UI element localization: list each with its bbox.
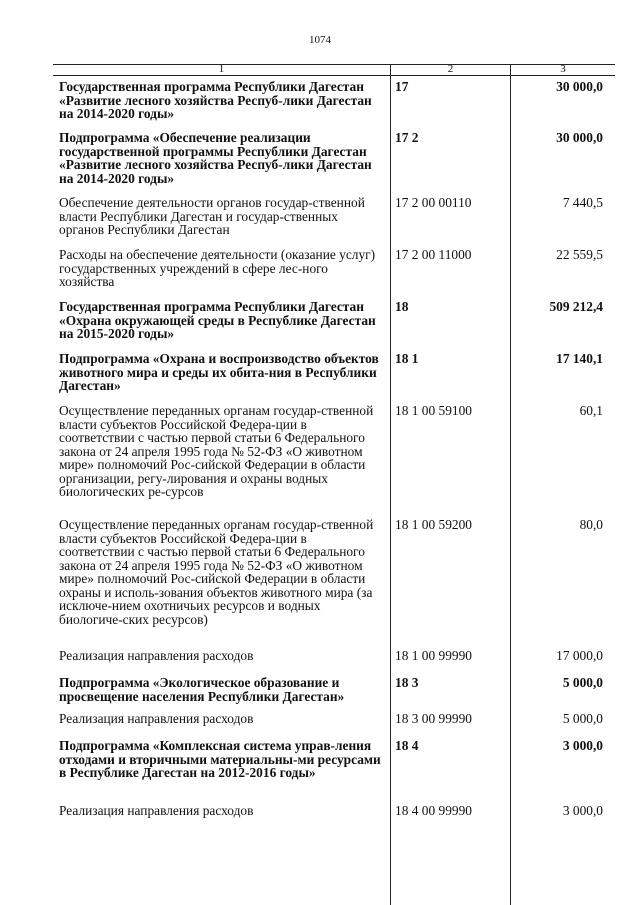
row-name: Осуществление переданных органам государ-ственной власти субъектов Российской Федера-ции в соответствии с частью первой статьи 6 Федерального закона от 24 апреля 1995 года № 52-ФЗ «О животном мире» полномочий Рос-сийской Федерации в области охраны и исполь-зования объектов животного мира (за исключе-нием охотничьих ресурсов и водных биологиче-ских ресурсов) [59, 517, 374, 627]
row-code: 18 1 00 99990 [395, 648, 472, 663]
row-name: Реализация направления расходов [59, 803, 254, 818]
row-name: Государственная программа Республики Дагестан «Развитие лесного хозяйства Респуб-лики Дагестан на 2014-2020 годы» [59, 79, 372, 121]
row-code: 18 3 00 99990 [395, 711, 472, 726]
row-amount: 30 000,0 [556, 130, 603, 145]
row-code: 18 [395, 299, 409, 314]
page-number: 1074 [309, 34, 331, 46]
row-code: 18 4 00 99990 [395, 803, 472, 818]
row-name: Подпрограмма «Охрана и воспроизводство объектов животного мира и среды их обита-ния в Республики Дагестан» [59, 351, 379, 393]
row-amount: 3 000,0 [562, 803, 603, 818]
row-code: 18 1 [395, 351, 419, 366]
column-header-3: 3 [560, 63, 566, 75]
column-divider-2 [510, 64, 511, 905]
row-amount: 17 140,1 [556, 351, 603, 366]
row-code: 17 2 00 00110 [395, 195, 472, 210]
column-header-1: 1 [218, 63, 225, 75]
row-code: 17 2 [395, 130, 419, 145]
row-name: Подпрограмма «Экологическое образование и просвещение населения Республики Дагестан» [59, 675, 345, 704]
row-amount: 22 559,5 [556, 247, 603, 262]
row-code: 18 3 [395, 675, 419, 690]
row-amount: 60,1 [579, 403, 603, 418]
row-name: Подпрограмма «Комплексная система управ-ления отходами и вторичными материальны-ми ресурсами в Республике Дагестан на 2012-2016 годы» [59, 738, 381, 780]
row-amount: 7 440,5 [562, 195, 603, 210]
row-code: 18 4 [395, 738, 419, 753]
row-name: Реализация направления расходов [59, 648, 254, 663]
row-code: 18 1 00 59100 [395, 403, 472, 418]
row-amount: 3 000,0 [562, 738, 603, 753]
row-amount: 17 000,0 [556, 648, 603, 663]
row-amount: 80,0 [579, 517, 603, 532]
row-name: Государственная программа Республики Дагестан «Охрана окружающей среды в Республике Дагестан на 2015-2020 годы» [59, 299, 376, 341]
row-code: 17 [395, 79, 409, 94]
row-code: 18 1 00 59200 [395, 517, 472, 532]
column-divider-1 [390, 64, 391, 905]
row-code: 17 2 00 11000 [395, 247, 472, 262]
row-amount: 509 212,4 [549, 299, 603, 314]
row-name: Подпрограмма «Обеспечение реализации государственной программы Республики Дагестан «Развитие лесного хозяйства Респуб-лики Дагестан на 2014-2020 годы» [59, 130, 372, 186]
row-name: Расходы на обеспечение деятельности (оказание услуг) государственных учреждений в сфере лес-ного хозяйства [59, 247, 376, 289]
row-name: Обеспечение деятельности органов государ-ственной власти Республики Дагестан и государ-ственных органов Республики Дагестан [59, 195, 365, 237]
row-name: Реализация направления расходов [59, 711, 254, 726]
row-amount: 5 000,0 [562, 711, 603, 726]
header-bottom-border [53, 75, 615, 76]
row-amount: 5 000,0 [562, 675, 603, 690]
column-header-2: 2 [447, 63, 454, 75]
row-name: Осуществление переданных органам государ-ственной власти субъектов Российской Федера-ции в соответствии с частью первой статьи 6 Федерального закона от 24 апреля 1995 года № 52-ФЗ «О животном мире» полномочий Рос-сийской Федерации в области организации, регу-лирования и охраны водных биологических ре-сурсов [59, 403, 374, 499]
row-amount: 30 000,0 [556, 79, 603, 94]
